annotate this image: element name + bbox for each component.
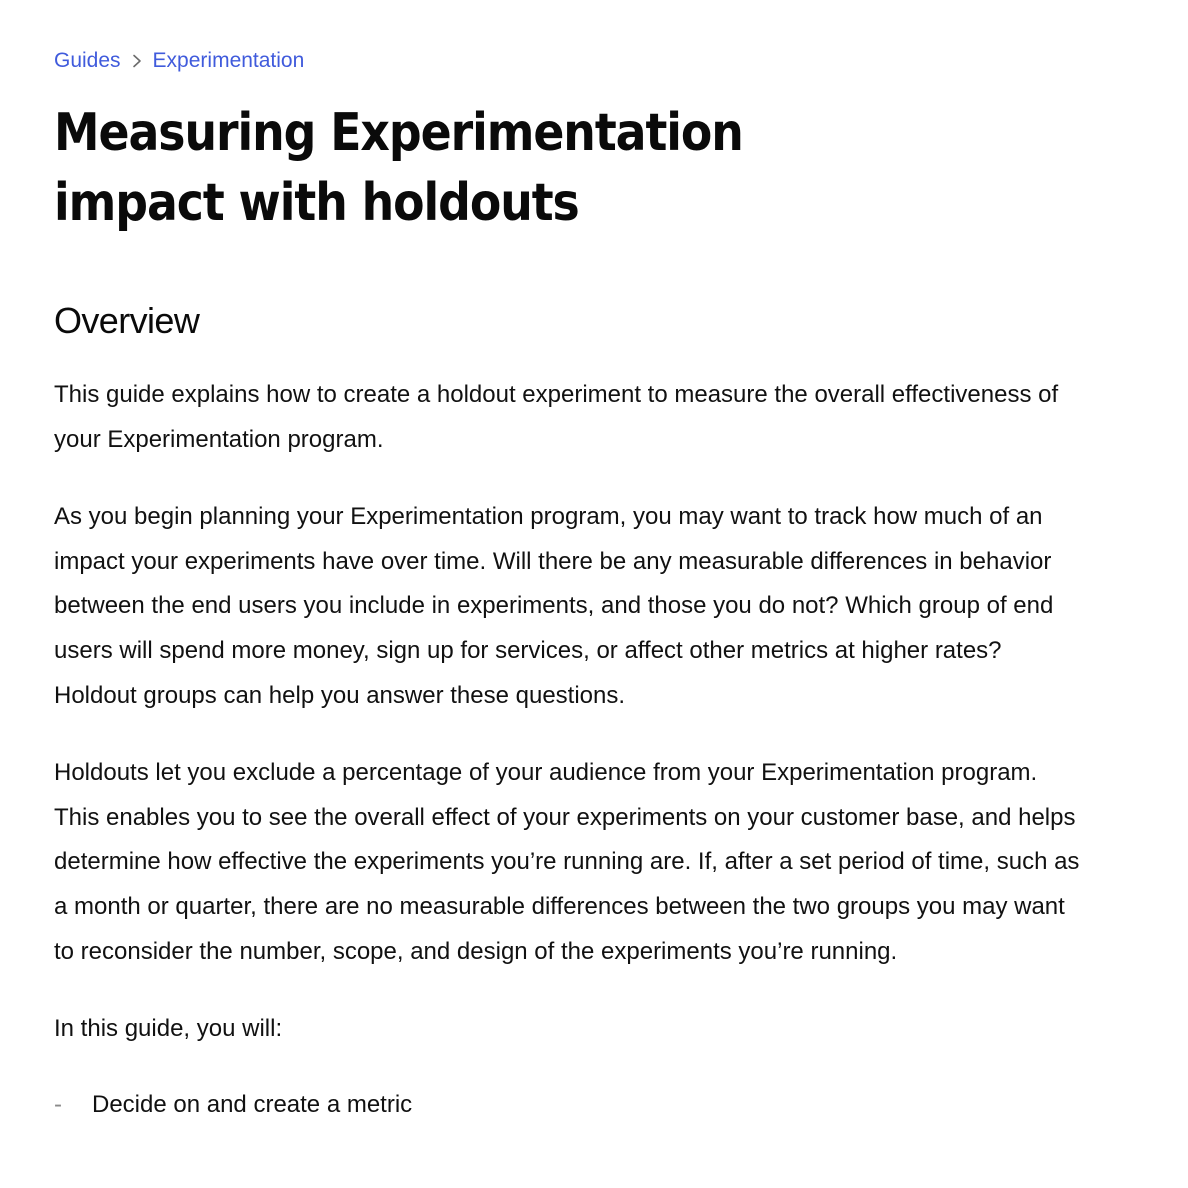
list-item-text: Decide on and create a metric (92, 1090, 413, 1118)
breadcrumb-link-experimentation[interactable]: Experimentation (152, 49, 305, 72)
breadcrumb (54, 44, 1134, 78)
breadcrumb-link-guides[interactable]: Guides (54, 49, 121, 72)
overview-heading: Overview (54, 300, 200, 341)
page-title-line-1: Measuring Experimentation (54, 103, 743, 163)
list-item (54, 1083, 1134, 1128)
overview-paragraph-4: In this guide, you will: (54, 1015, 283, 1043)
overview-paragraph-3: Holdouts let you exclude a percentage of your audience from your Experimentation program. This enables you to see the overall effect of your experiments on your customer base, and helps determine how effective the experiments you’re running are. If, after a set period of time, such as a month or quarter, there are no measurable differences between the two groups you may want to reconsider the number, scope, and design of the experiments you’re running. (54, 759, 1080, 965)
chevron-right-icon (121, 44, 153, 78)
page-title-line-2: impact with holdouts (54, 173, 579, 233)
guide-steps-list (54, 1083, 1134, 1128)
list-bullet: - (54, 1090, 62, 1118)
page-title (54, 98, 1004, 238)
overview-paragraph-1: This guide explains how to create a holdout experiment to measure the overall effectiveness of your Experimentation program. (54, 381, 1059, 453)
overview-paragraph-2: As you begin planning your Experimentation program, you may want to track how much of an impact your experiments have over time. Will there be any measurable differences in behavior between the end users you include in experiments, and those you do not? Which group of end users will spend more money, sign up for services, or affect other metrics at higher rates? Holdout groups can help you answer these questions. (54, 503, 1054, 709)
